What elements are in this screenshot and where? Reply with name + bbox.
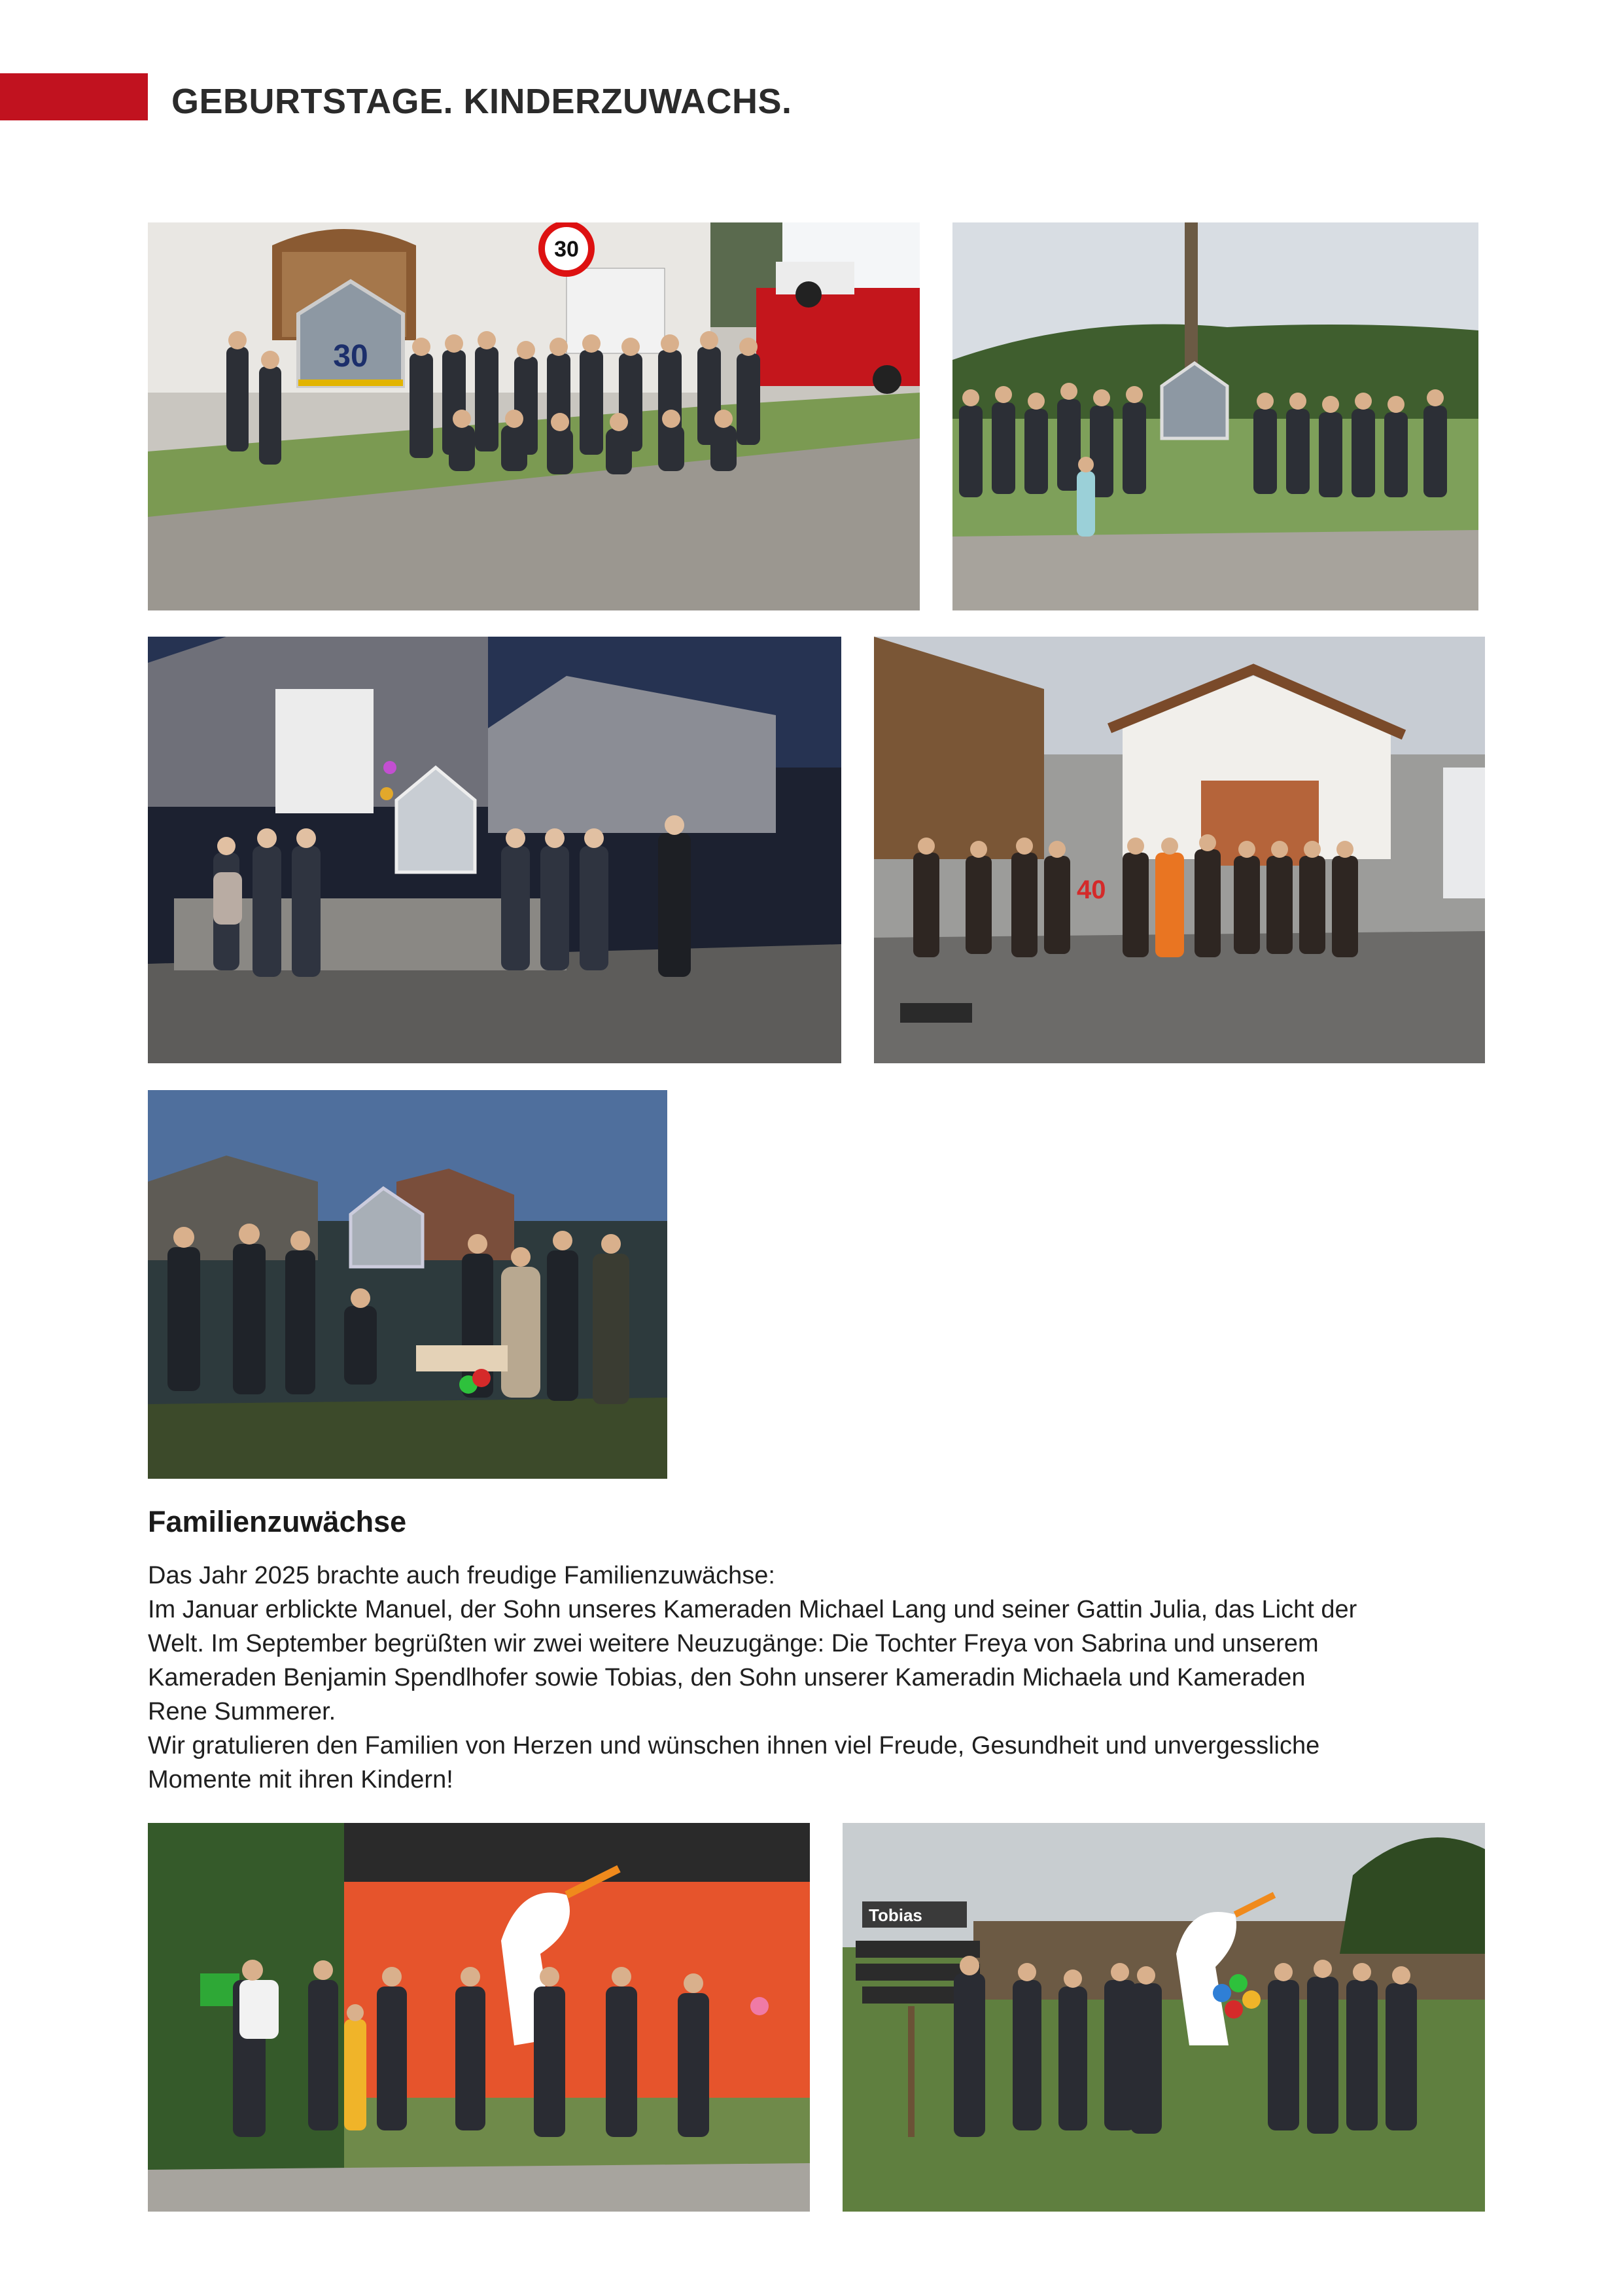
helmet-number: 30 [333, 339, 368, 374]
photo-birthday-group-hill [952, 222, 1478, 610]
body-line: Kameraden Benjamin Spendlhofer sowie Tobias, den Sohn unserer Kameradin Michaela und Kameraden [148, 1664, 1306, 1691]
photo-family-stork-orange-wall [148, 1823, 810, 2212]
sign-number-40: 40 [1077, 875, 1106, 904]
photo-family-stork-tobias [843, 1823, 1485, 2212]
body-line: Im Januar erblickte Manuel, der Sohn unseres Kameraden Michael Lang und seiner Gattin Julia, das Licht der [148, 1596, 1357, 1623]
body-line: Rene Summerer. [148, 1698, 336, 1725]
photo-birthday-group-night [148, 637, 841, 1063]
photo-firefighters-depot [874, 637, 1485, 1063]
page-title: GEBURTSTAGE. KINDERZUWACHS. [171, 82, 792, 121]
body-line: Wir gratulieren den Familien von Herzen und wünschen ihnen viel Freude, Gesundheit und unvergessliche [148, 1732, 1320, 1759]
header-accent-bar [0, 73, 148, 120]
tobias-sign-text: Tobias [869, 1905, 922, 1925]
body-line: Momente mit ihren Kindern! [148, 1766, 453, 1793]
speed-sign-number: 30 [554, 237, 579, 262]
photo-birthday-group-day [148, 222, 920, 610]
photo-birthday-group-dusk [148, 1090, 667, 1479]
body-line: Das Jahr 2025 brachte auch freudige Familienzuwächse: [148, 1562, 775, 1589]
section-body-text [148, 1559, 1502, 1797]
section-heading: Familienzuwächse [148, 1505, 407, 1538]
body-line: Welt. Im September begrüßten wir zwei weitere Neuzugänge: Die Tochter Freya von Sabrina und unserem [148, 1630, 1319, 1657]
